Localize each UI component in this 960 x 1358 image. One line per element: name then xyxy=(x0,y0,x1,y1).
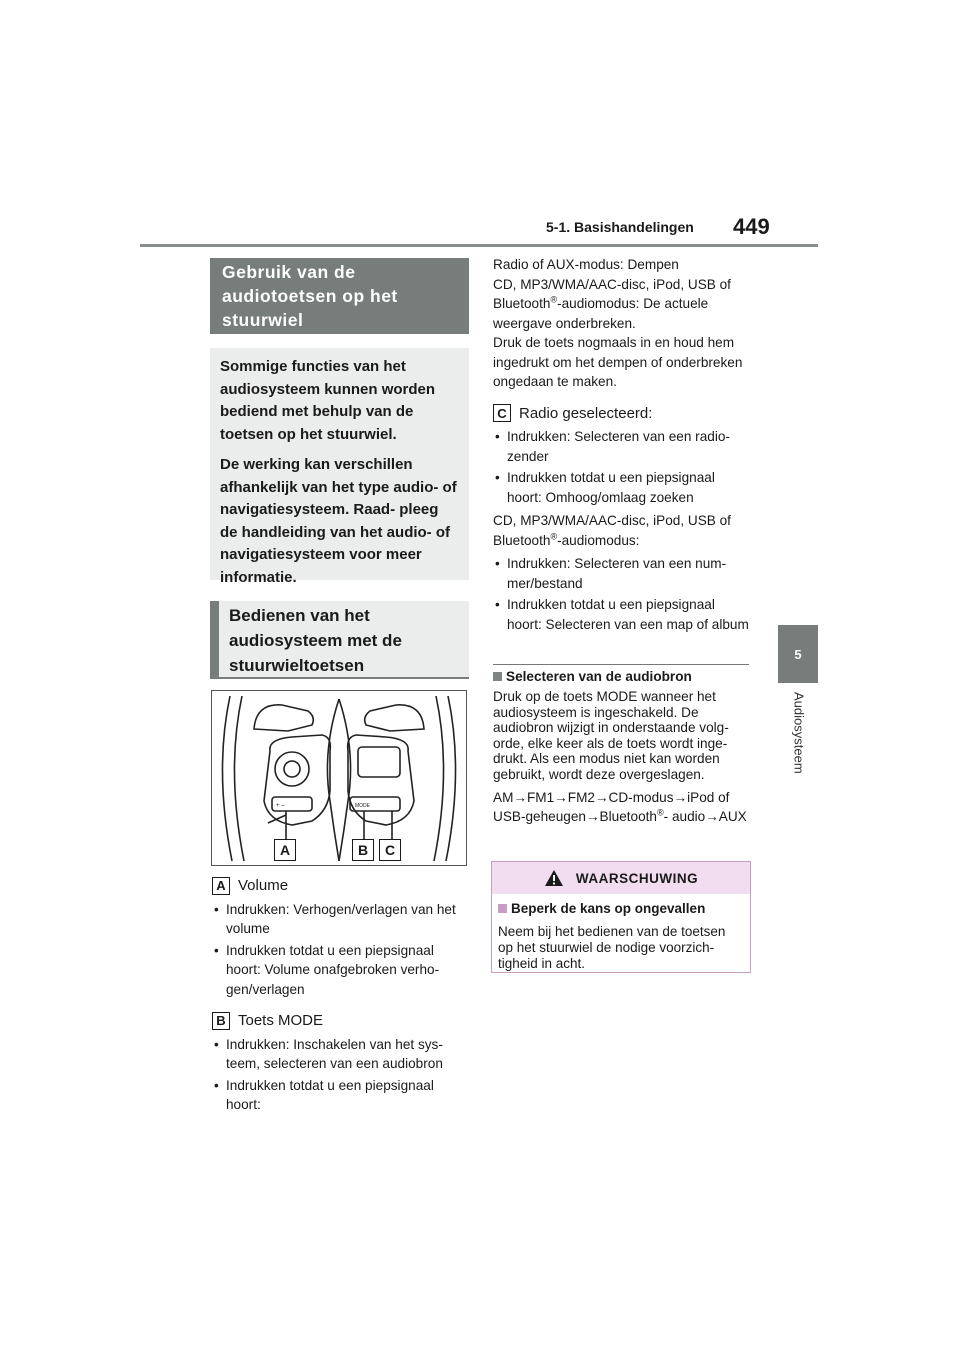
intro-paragraph-1: Sommige functies van het audiosysteem kunnen worden bediend met behulp van de toetsen op het stuurwiel. xyxy=(220,358,436,443)
item-c-media-intro: CD, MP3/WMA/AAC-disc, iPod, USB of Bluetooth®-audiomodus: xyxy=(493,513,731,548)
item-b-letter: B xyxy=(212,1012,230,1030)
square-bullet-icon xyxy=(493,672,502,681)
chapter-number: 5 xyxy=(794,646,802,662)
warning-header xyxy=(492,862,750,894)
divider xyxy=(493,664,749,665)
registered-mark: ® xyxy=(550,530,558,541)
item-b-cont-1: Radio of AUX-modus: Dempen xyxy=(493,257,679,272)
header-rule xyxy=(140,244,818,247)
item-c-media-list xyxy=(493,554,751,634)
list-item: • Indrukken totdat u een piepsignaal hoort: xyxy=(212,1076,472,1115)
warning-subtitle: Beperk de kans op ongevallen xyxy=(511,901,706,916)
right-column-text xyxy=(493,255,751,636)
warning-subheading xyxy=(498,901,750,916)
warning-box xyxy=(491,861,751,973)
item-b-title: Toets MODE xyxy=(238,1012,324,1029)
warning-body: Neem bij het bedienen van de toetsen op het stuurwiel de nodige voorzich- tigheid in acht. xyxy=(498,924,726,971)
callout-b: B xyxy=(352,839,374,861)
list-item: • Indrukken: Inschakelen van het sys- teem, selecteren van een audiobron xyxy=(212,1035,472,1074)
intro-box xyxy=(210,348,469,586)
warning-icon xyxy=(544,869,564,887)
callout-a: A xyxy=(274,839,296,861)
left-column-text xyxy=(212,876,472,1117)
item-a-list xyxy=(212,900,472,1000)
audio-source-heading xyxy=(493,669,692,684)
intro-paragraph-2: De werking kan verschillen afhankelijk van het type audio- of navigatiesysteem. Raad- pleeg de handleiding van het audio- of navigatiesysteem voor meer informatie. xyxy=(220,456,457,586)
item-b-heading xyxy=(212,1011,472,1031)
list-item: • Indrukken totdat u een piepsignaal hoort: Omhoog/omlaag zoeken xyxy=(493,468,751,507)
list-item: • Indrukken totdat u een piepsignaal hoort: Volume onafgebroken verho- gen/verlagen xyxy=(212,941,472,1000)
svg-text:+ –: + – xyxy=(276,803,285,809)
registered-mark: ® xyxy=(550,294,558,305)
audio-source-body: Druk op de toets MODE wanneer het audiosysteem is ingeschakeld. De audiobron wijzigt in onderstaande volg- orde, elke keer als de toets wordt inge- drukt. Als een modus niet kan worden gebruikt, wordt deze overgeslagen. xyxy=(493,689,729,782)
chapter-title xyxy=(779,692,819,772)
list-item: • Indrukken totdat u een piepsignaal hoort: Selecteren van een map of album xyxy=(493,595,751,634)
list-item: • Indrukken: Verhogen/verlagen van het volume xyxy=(212,900,472,939)
audio-source-title: Selecteren van de audiobron xyxy=(506,669,692,684)
item-c-title: Radio geselecteerd: xyxy=(519,404,653,422)
audio-source-text xyxy=(493,689,749,826)
section-label: 5-1. Basishandelingen xyxy=(546,219,694,235)
item-a-heading xyxy=(212,876,472,896)
page-number: 449 xyxy=(733,214,770,239)
item-c-radio-list xyxy=(493,427,751,507)
section2-title xyxy=(210,601,469,679)
item-a-letter: A xyxy=(212,877,230,895)
section2-title-text: Bedienen van het audiosysteem met de stuurwieltoetsen xyxy=(229,605,402,675)
item-c-letter: C xyxy=(493,404,511,422)
square-bullet-icon xyxy=(498,904,507,913)
list-item: • Indrukken: Selecteren van een num- mer/bestand xyxy=(493,554,751,593)
callout-c: C xyxy=(379,839,401,861)
warning-title: WAARSCHUWING xyxy=(575,870,699,886)
item-b-cont-2: CD, MP3/WMA/AAC-disc, iPod, USB of Bluetooth®-audiomodus: De actuele weergave onderbreken. xyxy=(493,276,731,331)
item-b-cont-3: Druk de toets nogmaals in en houd hem ingedrukt om het dempen of onderbreken ongedaan te maken. xyxy=(493,335,743,389)
item-c-heading xyxy=(493,404,751,424)
registered-mark: ® xyxy=(657,807,664,818)
chapter-title-text: Audiosysteem xyxy=(791,692,807,774)
item-b-list xyxy=(212,1035,472,1115)
list-item: • Indrukken: Selecteren van een radio- zender xyxy=(493,427,751,466)
steering-wheel-illustration xyxy=(212,691,466,865)
item-a-title: Volume xyxy=(238,877,289,894)
mode-button-label: MODE xyxy=(355,803,370,809)
section1-title: Gebruik van de audiotoetsen op het stuurwiel xyxy=(210,258,469,334)
chapter-tab xyxy=(778,625,818,683)
audio-source-sequence: AM→FM1→FM2→CD-modus→iPod of USB-geheugen→Bluetooth®- audio→AUX xyxy=(493,790,747,824)
steering-wheel-figure xyxy=(211,690,467,866)
